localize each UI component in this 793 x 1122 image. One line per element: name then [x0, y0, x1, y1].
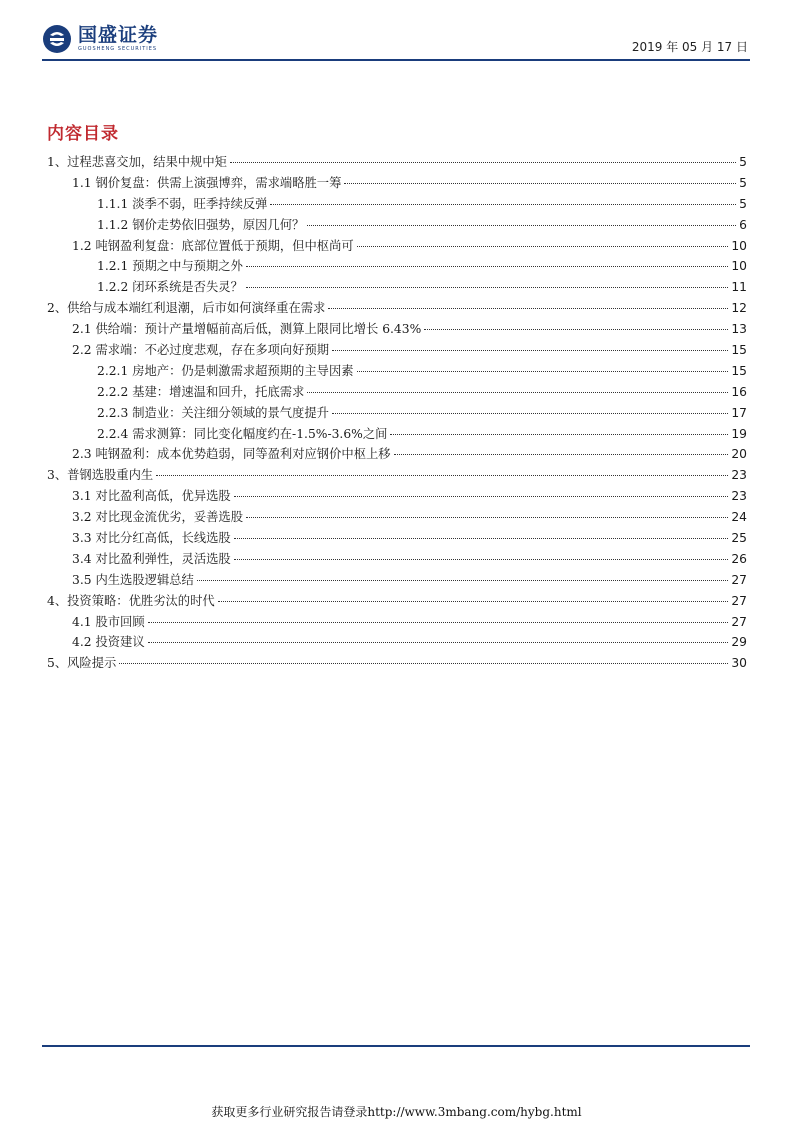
toc-entry-page: 27 — [731, 614, 747, 629]
toc-entry[interactable] — [47, 486, 747, 507]
toc-leader-dots — [394, 454, 729, 455]
toc-entry-label: 2.2.1 房地产：仍是刺激需求超预期的主导因素 — [97, 363, 354, 378]
toc-entry-page: 26 — [731, 551, 747, 566]
toc-leader-dots — [119, 663, 728, 664]
toc-entry[interactable] — [47, 612, 747, 633]
toc-entry[interactable] — [47, 173, 747, 194]
toc-entry[interactable] — [47, 256, 747, 277]
toc-entry-page: 23 — [731, 489, 747, 504]
toc-entry-label: 3、普钢选股重内生 — [47, 468, 154, 483]
toc-leader-dots — [270, 204, 736, 205]
toc-entry-page: 27 — [731, 593, 747, 608]
toc-entry[interactable] — [47, 507, 747, 528]
toc-leader-dots — [357, 371, 729, 372]
toc-entry-label: 1.2.2 闭环系统是否失灵？ — [97, 280, 243, 295]
toc-leader-dots — [332, 350, 728, 351]
toc-entry-page: 5 — [739, 155, 747, 169]
toc-entry[interactable] — [47, 653, 747, 674]
toc-leader-dots — [307, 225, 736, 226]
toc-leader-dots — [218, 601, 729, 602]
toc-entry-label: 1.1.2 钢价走势依旧强势，原因几何？ — [97, 217, 305, 232]
toc-title: 内容目录 — [47, 124, 119, 144]
toc-entry-page: 16 — [731, 384, 747, 399]
toc-entry-label: 2.2 需求端：不必过度悲观，存在多项向好预期 — [72, 343, 330, 358]
toc-entry[interactable] — [47, 361, 747, 382]
toc-entry-page: 10 — [731, 238, 747, 253]
footer-link-text[interactable]: 获取更多行业研究报告请登录http://www.3mbang.com/hybg.html — [211, 1105, 582, 1119]
toc-entry[interactable] — [47, 236, 747, 257]
toc-entry[interactable] — [47, 570, 747, 591]
toc-entry-page: 23 — [731, 468, 747, 483]
toc-entry[interactable] — [47, 298, 747, 319]
toc-leader-dots — [424, 329, 728, 330]
toc-leader-dots — [357, 246, 729, 247]
toc-entry-label: 3.3 对比分红高低，长线选股 — [72, 531, 231, 546]
toc-entry[interactable] — [47, 528, 747, 549]
report-date: 2019 年 05 月 17 日 — [631, 40, 748, 54]
toc-leader-dots — [234, 538, 729, 539]
toc-leader-dots — [156, 475, 728, 476]
toc-leader-dots — [246, 287, 728, 288]
toc-entry-page: 25 — [731, 531, 747, 546]
toc-entry-page: 5 — [739, 175, 747, 190]
toc-entry-label: 2.2.3 制造业：关注细分领域的景气度提升 — [97, 405, 329, 420]
toc-entry-page: 15 — [731, 363, 747, 378]
toc-entry-page: 6 — [739, 217, 747, 232]
toc-entry-page: 13 — [731, 322, 747, 337]
toc-entry-label: 1.2.1 预期之中与预期之外 — [97, 259, 243, 274]
toc-leader-dots — [246, 517, 728, 518]
toc-entry-page: 19 — [731, 426, 747, 441]
toc-leader-dots — [230, 162, 736, 163]
toc-entry[interactable] — [47, 465, 747, 486]
toc-leader-dots — [390, 434, 728, 435]
toc-leader-dots — [234, 496, 729, 497]
toc-leader-dots — [234, 559, 729, 560]
toc-entry-label: 2.2.2 基建：增速温和回升，托底需求 — [97, 384, 305, 399]
footer-divider — [42, 1045, 750, 1047]
toc-leader-dots — [344, 183, 736, 184]
toc-entry[interactable] — [47, 152, 747, 173]
toc-entry-page: 12 — [731, 301, 747, 316]
brand-name-cn: 国盛证券 — [78, 24, 159, 46]
toc-entry[interactable] — [47, 403, 747, 424]
toc-entry-label: 3.2 对比现金流优劣，妥善选股 — [72, 510, 244, 525]
toc-entry-label: 4.2 投资建议 — [72, 635, 145, 650]
brand-name-en: GUOSHENG SECURITIES — [78, 46, 158, 52]
toc-entry-page: 15 — [731, 343, 747, 358]
toc-entry-label: 2.2.4 需求测算：同比变化幅度约在-1.5%-3.6%之间 — [97, 426, 388, 441]
toc-entry-label: 5、风险提示 — [47, 656, 117, 671]
toc-entry[interactable] — [47, 591, 747, 612]
toc-entry[interactable] — [47, 319, 747, 340]
toc-leader-dots — [148, 642, 729, 643]
toc-entry-label: 4、投资策略：优胜劣汰的时代 — [47, 593, 215, 608]
toc-entry-label: 1.2 吨钢盈利复盘：底部位置低于预期，但中枢尚可 — [72, 238, 354, 253]
toc-leader-dots — [197, 580, 729, 581]
toc-entry-label: 2.1 供给端：预计产量增幅前高后低，测算上限同比增长 6.43% — [72, 322, 422, 337]
toc-leader-dots — [307, 392, 728, 393]
toc-entry-page: 20 — [731, 447, 747, 462]
toc-entry-label: 1、过程悲喜交加，结果中规中矩 — [47, 155, 227, 169]
header-divider — [42, 59, 750, 61]
toc-entry-page: 27 — [731, 572, 747, 587]
toc-entry-page: 30 — [731, 656, 747, 671]
toc-entry[interactable] — [47, 277, 747, 298]
toc-entry[interactable] — [47, 424, 747, 445]
toc-entry-page: 10 — [731, 259, 747, 274]
guosheng-logo-icon — [42, 24, 72, 54]
toc-entry-page: 11 — [731, 280, 747, 295]
toc-entry-page: 29 — [731, 635, 747, 650]
toc-entry-label: 3.4 对比盈利弹性，灵活选股 — [72, 551, 231, 566]
toc-entry-page: 17 — [731, 405, 747, 420]
toc-leader-dots — [328, 308, 728, 309]
toc-entry[interactable] — [47, 194, 747, 215]
toc-entry[interactable] — [47, 549, 747, 570]
toc-entry-label: 1.1.1 淡季不弱，旺季持续反弹 — [97, 196, 268, 211]
toc-entry-label: 2.3 吨钢盈利：成本优势趋弱，同等盈利对应钢价中枢上移 — [72, 447, 391, 462]
toc-leader-dots — [332, 413, 728, 414]
toc-leader-dots — [148, 622, 729, 623]
table-of-contents — [47, 152, 747, 674]
toc-leader-dots — [246, 266, 728, 267]
toc-entry[interactable] — [47, 632, 747, 653]
toc-entry[interactable] — [47, 382, 747, 403]
toc-entry[interactable] — [47, 340, 747, 361]
toc-entry[interactable] — [47, 444, 747, 465]
toc-entry-page: 5 — [739, 196, 747, 211]
toc-entry-label: 4.1 股市回顾 — [72, 614, 145, 629]
toc-entry-label: 1.1 钢价复盘：供需上演强博弈，需求端略胜一筹 — [72, 175, 342, 190]
brand-logo — [42, 24, 158, 54]
toc-entry-label: 3.5 内生选股逻辑总结 — [72, 572, 194, 587]
toc-entry[interactable] — [47, 215, 747, 236]
toc-entry-page: 24 — [731, 510, 747, 525]
toc-entry-label: 3.1 对比盈利高低，优异选股 — [72, 489, 231, 504]
toc-entry-label: 2、供给与成本端红利退潮，后市如何演绎重在需求 — [47, 301, 326, 316]
